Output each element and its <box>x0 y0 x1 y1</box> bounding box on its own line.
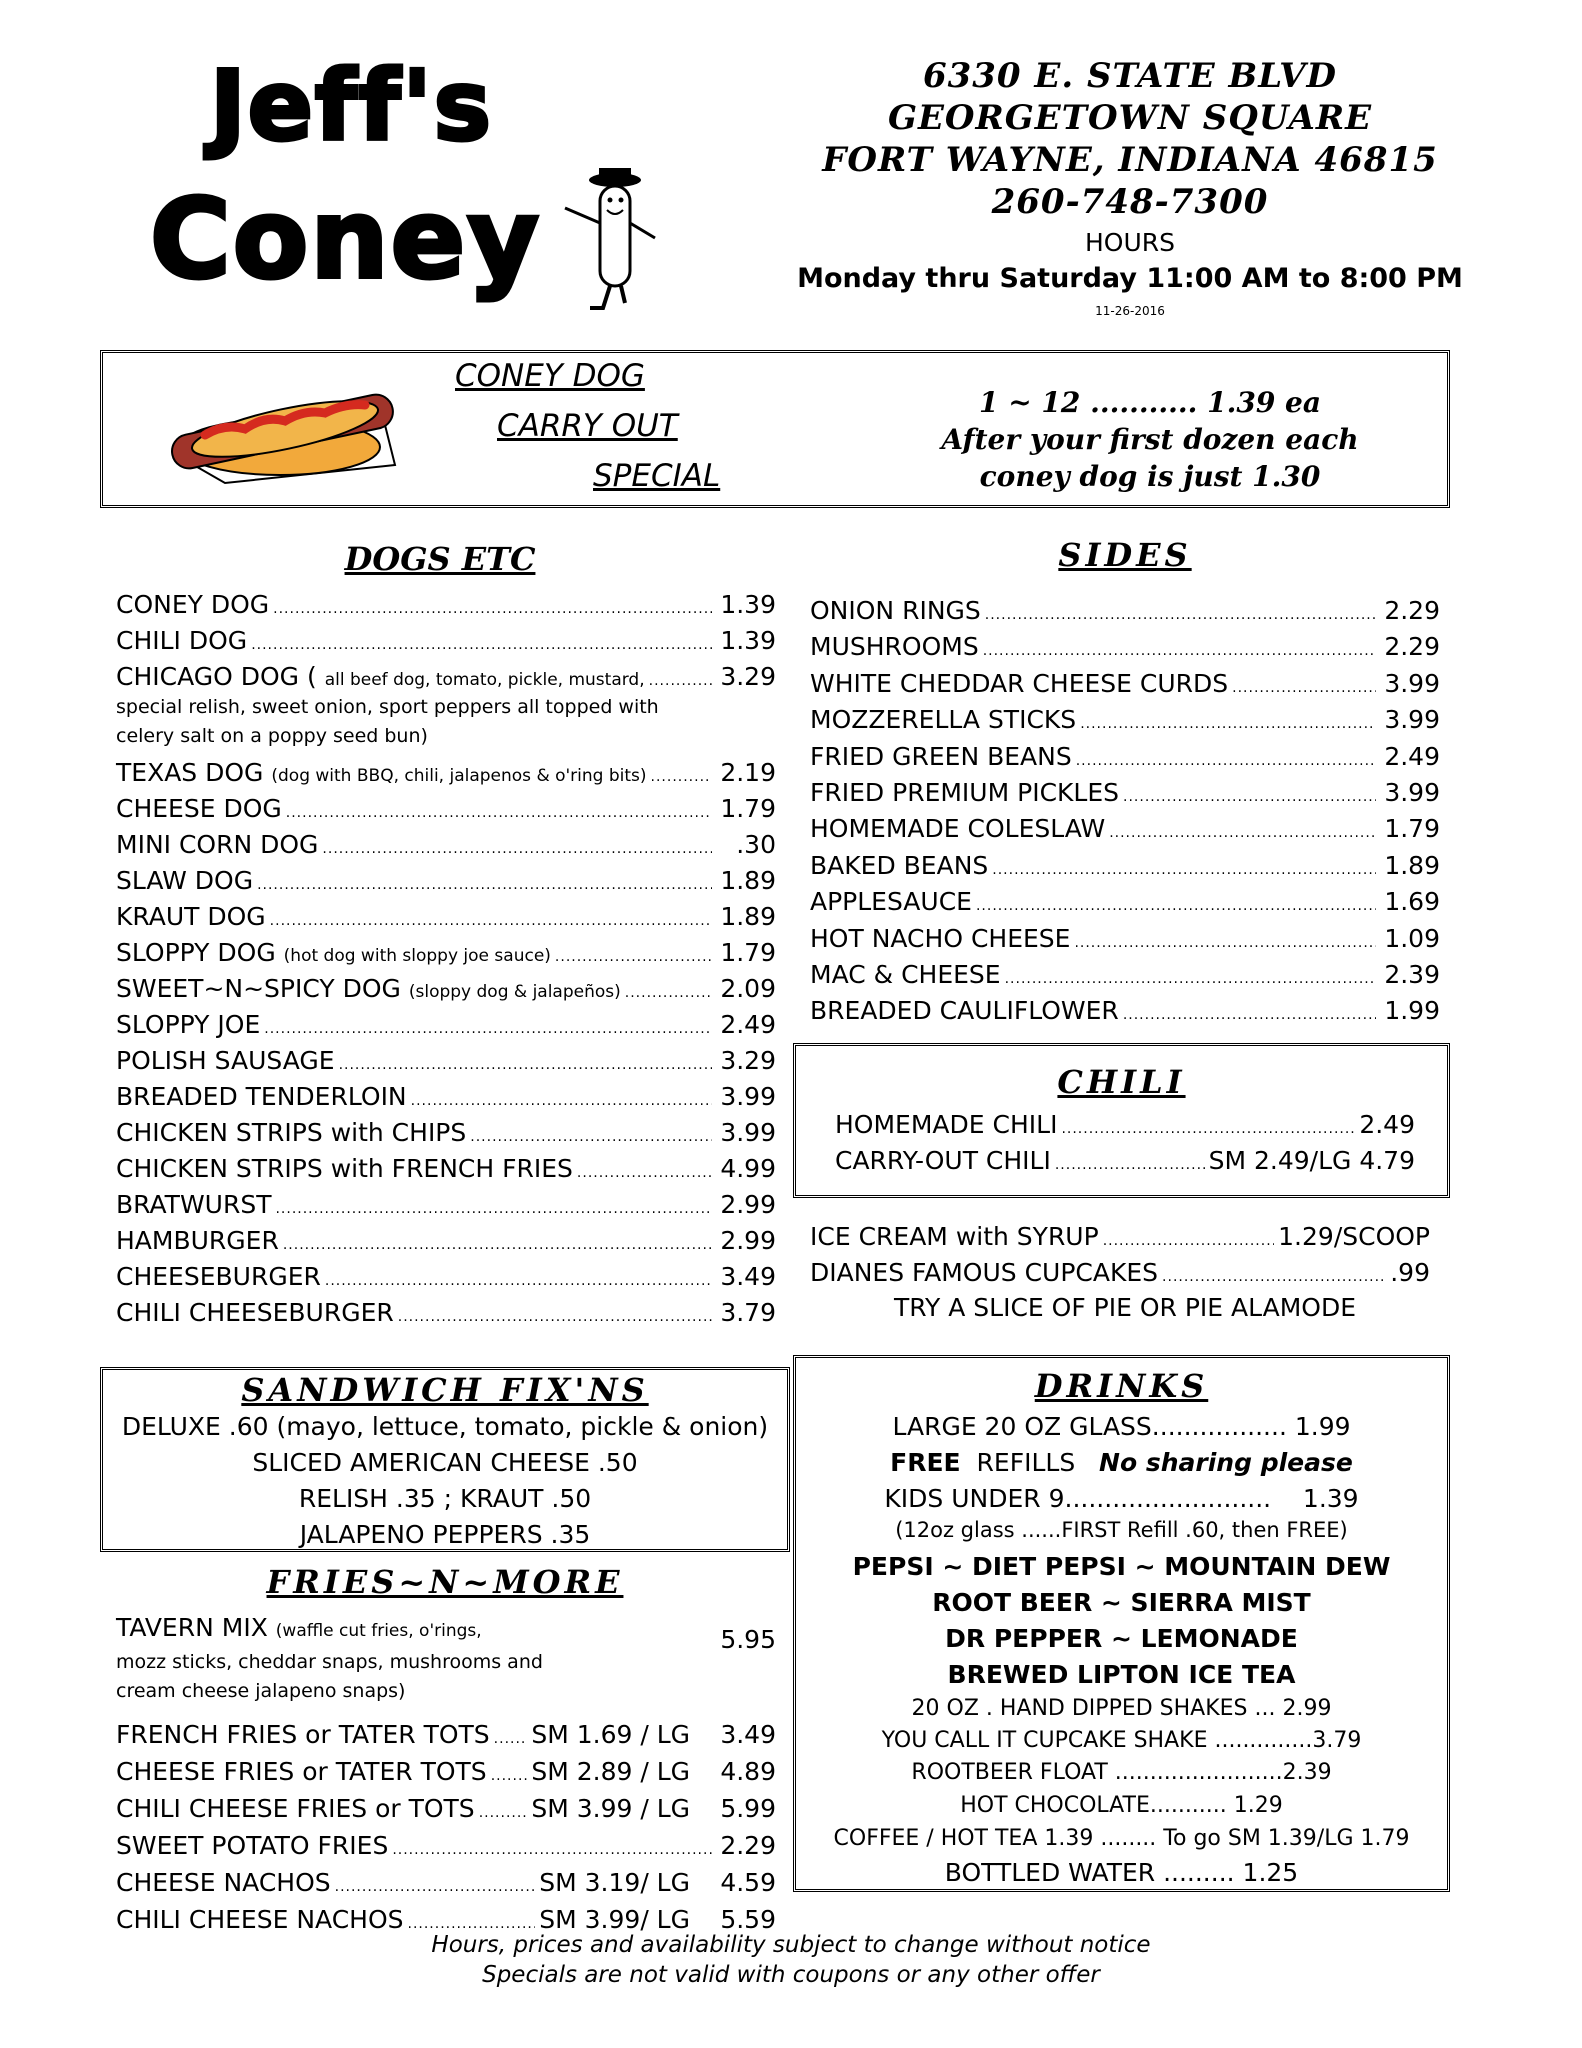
jeffs-coney-logo <box>150 50 690 320</box>
item-price: 1.79 <box>720 794 776 823</box>
menu-item <box>116 1262 776 1291</box>
sandwich-line: RELISH .35 ; KRAUT .50 <box>298 1484 592 1513</box>
leader-dots <box>270 913 712 929</box>
menu-item <box>116 1190 776 1219</box>
item-price: 3.29 <box>720 662 776 691</box>
item-name: FRENCH FRIES or TATER TOTS <box>116 1720 490 1749</box>
item-name: CHICAGO DOG ( all beef dog, tomato, pickle, mustard, <box>116 662 645 691</box>
leader-dots <box>275 1201 712 1217</box>
item-name: HOT NACHO CHEESE <box>810 923 1071 953</box>
leader-dots <box>479 1805 528 1821</box>
item-name: HAMBURGER <box>116 1226 279 1255</box>
leader-dots <box>325 1273 712 1289</box>
item-price: 3.29 <box>720 1046 776 1075</box>
item-price: 5.95 <box>720 1625 776 1654</box>
menu-item <box>116 1082 776 1111</box>
item-price: 1.39 <box>720 626 776 655</box>
soda-line: ROOT BEER ~ SIERRA MIST <box>932 1588 1311 1617</box>
item-size-price: SM 1.69 / LG <box>531 1720 690 1749</box>
menu-item <box>810 887 1440 916</box>
item-price: 2.29 <box>720 1831 776 1860</box>
menu-item <box>810 632 1440 661</box>
menu-item <box>116 1720 776 1749</box>
item-price: 3.49 <box>720 1262 776 1291</box>
leader-dots <box>1162 1269 1386 1285</box>
item-price: 3.49 <box>720 1720 776 1749</box>
menu-item <box>810 669 1440 698</box>
leader-dots <box>983 643 1376 659</box>
item-name: CONEY DOG <box>116 590 270 619</box>
item-name: POLISH SAUSAGE <box>116 1046 335 1075</box>
leader-dots <box>976 898 1376 914</box>
item-name: HOMEMADE CHILI <box>835 1110 1058 1139</box>
item-price: 2.19 <box>720 758 776 787</box>
item-price: 2.09 <box>720 974 776 1003</box>
restaurant-address <box>780 55 1480 223</box>
leader-dots <box>408 1916 536 1932</box>
leader-dots <box>1232 680 1376 696</box>
item-name: CHEESE NACHOS <box>116 1868 331 1897</box>
leader-dots <box>257 877 712 893</box>
leader-dots <box>335 1879 536 1895</box>
menu-item <box>835 1110 1415 1139</box>
leader-dots <box>1076 753 1376 769</box>
fries-heading: FRIES~N~MORE <box>266 1563 624 1601</box>
cocoa-line: HOT CHOCOLATE........... 1.29 <box>960 1793 1283 1818</box>
float-line: ROOTBEER FLOAT ........................2.39 <box>911 1760 1332 1785</box>
item-price: 1.79 <box>1384 814 1440 844</box>
logo-text-jeffs: Jeff's <box>210 50 493 162</box>
item-name: FRIED PREMIUM PICKLES <box>810 778 1120 807</box>
special-title-line-1: CONEY DOG <box>455 358 645 394</box>
phone-number: 260-748-7300 <box>991 182 1269 222</box>
item-name: SWEET~N~SPICY DOG (sloppy dog & jalapeños) <box>116 974 621 1003</box>
leader-dots <box>651 769 712 785</box>
item-price: .30 <box>736 830 776 859</box>
leader-dots <box>1005 971 1376 987</box>
menu-item <box>810 996 1440 1025</box>
address-plaza: GEORGETOWN SQUARE <box>887 98 1373 138</box>
hours-label: HOURS <box>1084 228 1175 257</box>
item-price: 1.89 <box>720 902 776 931</box>
item-name: HOMEMADE COLESLAW <box>810 814 1106 844</box>
kids-note: (12oz glass ......FIRST Refill .60, then FREE) <box>895 1518 1348 1542</box>
sandwich-line: DELUXE .60 (mayo, lettuce, tomato, pickle & onion) <box>121 1412 769 1441</box>
leader-dots <box>411 1093 712 1109</box>
item-name: MOZZERELLA STICKS <box>810 705 1077 735</box>
leader-dots <box>273 601 712 617</box>
item-price: 3.99 <box>1384 668 1440 698</box>
item-name: TAVERN MIX (waffle cut fries, o'rings, <box>116 1613 482 1642</box>
item-price: SM 2.49/LG 4.79 <box>1208 1146 1415 1175</box>
item-name: MUSHROOMS <box>810 632 979 662</box>
footer-line: Hours, prices and availability subject to change without notice <box>431 1932 1151 1958</box>
item-price: 1.39 <box>720 590 776 619</box>
address-city: FORT WAYNE, INDIANA 46815 <box>822 140 1438 180</box>
leader-dots <box>1123 789 1376 805</box>
item-name: CHEESE DOG <box>116 794 282 823</box>
item-name: CHILI DOG <box>116 626 248 655</box>
leader-dots <box>494 1731 528 1747</box>
item-price: 3.99 <box>1384 778 1440 807</box>
menu-item <box>116 590 776 619</box>
item-name: SWEET POTATO FRIES <box>116 1831 389 1860</box>
item-price: 4.59 <box>720 1868 776 1897</box>
item-price: 3.79 <box>720 1298 776 1327</box>
item-price: 2.99 <box>720 1226 776 1255</box>
logo-text-coney: Coney <box>150 175 541 303</box>
item-price: 1.89 <box>1384 850 1440 880</box>
leader-dots <box>1123 1007 1376 1023</box>
item-name: WHITE CHEDDAR CHEESE CURDS <box>810 668 1229 698</box>
drink-large-glass: LARGE 20 OZ GLASS................. 1.99 <box>892 1412 1351 1441</box>
hours-text: Monday thru Saturday 11:00 AM to 8:00 PM <box>797 263 1463 294</box>
menu-date: 11-26-2016 <box>1095 304 1165 318</box>
item-name: CHILI CHEESE FRIES or TOTS <box>116 1794 475 1823</box>
leader-dots <box>985 607 1376 623</box>
leader-dots <box>251 637 712 653</box>
leader-dots <box>339 1057 712 1073</box>
coffee-line: COFFEE / HOT TEA 1.39 ........ To go SM 1.39/LG 1.79 <box>833 1826 1410 1851</box>
item-name: BAKED BEANS <box>810 850 989 880</box>
leader-dots <box>1080 716 1376 732</box>
leader-dots <box>1061 1121 1355 1137</box>
menu-item <box>810 851 1440 880</box>
drinks-heading: DRINKS <box>1034 1367 1209 1405</box>
menu-item <box>810 742 1440 771</box>
item-name: MINI CORN DOG <box>116 830 319 859</box>
menu-item <box>810 705 1440 734</box>
item-name: ONION RINGS <box>810 596 981 625</box>
item-name: MAC & CHEESE <box>810 960 1001 989</box>
item-name: CHICKEN STRIPS with FRENCH FRIES <box>116 1154 573 1183</box>
menu-item <box>116 1010 776 1039</box>
item-price: 3.99 <box>1384 705 1440 735</box>
item-name: CHILI CHEESE NACHOS <box>116 1905 404 1934</box>
item-price: 2.39 <box>1384 960 1440 989</box>
leader-dots <box>470 1129 712 1145</box>
menu-item <box>116 1905 776 1934</box>
leader-dots <box>1109 825 1376 841</box>
hotdog-mascot-icon <box>555 168 675 318</box>
free-refills-line: FREE REFILLS No sharing please <box>890 1448 1353 1477</box>
leader-dots <box>392 1842 712 1858</box>
item-description: mozz sticks, cheddar snaps, mushrooms and <box>116 1651 543 1673</box>
menu-item <box>116 758 776 787</box>
item-name: BRATWURST <box>116 1190 272 1219</box>
item-name: BREADED CAULIFLOWER <box>810 996 1119 1026</box>
menu-item <box>116 1794 776 1823</box>
leader-dots <box>286 805 712 821</box>
item-size-price: SM 3.99 / LG <box>531 1794 690 1823</box>
special-title-line-2: CARRY OUT <box>497 408 678 444</box>
menu-item <box>116 1613 776 1654</box>
item-price: 5.59 <box>720 1905 776 1934</box>
menu-item <box>835 1146 1415 1175</box>
item-price: 3.99 <box>720 1082 776 1111</box>
pie-line: TRY A SLICE OF PIE OR PIE ALAMODE <box>893 1293 1357 1322</box>
leader-dots <box>1103 1233 1274 1249</box>
sandwich-line: SLICED AMERICAN CHEESE .50 <box>252 1448 638 1477</box>
leader-dots <box>992 862 1376 878</box>
menu-item <box>116 662 776 691</box>
menu-item <box>116 794 776 823</box>
item-name: CHILI CHEESEBURGER <box>116 1298 394 1327</box>
menu-item <box>810 1258 1430 1287</box>
menu-item <box>116 1226 776 1255</box>
shakes-line: 20 OZ . HAND DIPPED SHAKES ... 2.99 <box>911 1696 1332 1721</box>
item-name: SLAW DOG <box>116 866 254 895</box>
special-price-line: 1 ~ 12 ........... 1.39 ea <box>978 386 1322 419</box>
special-details <box>880 384 1420 495</box>
menu-item <box>116 1831 776 1860</box>
item-price: 4.99 <box>720 1154 776 1183</box>
item-name: FRIED GREEN BEANS <box>810 741 1072 771</box>
item-description: celery salt on a poppy seed bun) <box>116 725 428 747</box>
leader-dots <box>625 985 712 1001</box>
item-price: 1.79 <box>720 938 776 967</box>
dogs-heading: DOGS ETC <box>344 540 536 578</box>
item-price: 1.99 <box>1384 996 1440 1026</box>
leader-dots <box>1074 935 1376 951</box>
item-name: APPLESAUCE <box>810 887 972 917</box>
item-name: KRAUT DOG <box>116 902 266 931</box>
menu-item <box>810 924 1440 953</box>
menu-item <box>116 1118 776 1147</box>
leader-dots <box>1055 1157 1205 1173</box>
item-price: 2.49 <box>1384 741 1440 771</box>
menu-item <box>116 866 776 895</box>
special-detail-line: coney dog is just 1.30 <box>979 460 1321 493</box>
leader-dots <box>264 1021 712 1037</box>
item-name: SLOPPY JOE <box>116 1010 261 1039</box>
soda-line: PEPSI ~ DIET PEPSI ~ MOUNTAIN DEW <box>852 1552 1391 1581</box>
leader-dots <box>491 1768 528 1784</box>
item-size-price: SM 3.99/ LG <box>539 1905 690 1934</box>
special-detail-line: After your first dozen each <box>941 423 1359 456</box>
menu-item <box>810 814 1440 843</box>
item-price: 2.99 <box>720 1190 776 1219</box>
item-name: DIANES FAMOUS CUPCAKES <box>810 1258 1159 1287</box>
soda-line: DR PEPPER ~ LEMONADE <box>945 1624 1298 1653</box>
item-name: ICE CREAM with SYRUP <box>810 1222 1099 1251</box>
item-name: CHEESE FRIES or TATER TOTS <box>116 1757 487 1786</box>
menu-item <box>810 596 1440 625</box>
cupcake-shake-line: YOU CALL IT CUPCAKE SHAKE ..............3.79 <box>881 1728 1362 1753</box>
item-price: 1.29/SCOOP <box>1278 1222 1430 1251</box>
leader-dots <box>283 1237 712 1253</box>
drink-kids: KIDS UNDER 9.......................... 1.39 <box>884 1484 1359 1513</box>
menu-item <box>116 902 776 931</box>
item-price: 5.99 <box>720 1794 776 1823</box>
item-name: SLOPPY DOG (hot dog with sloppy joe sauce) <box>116 938 551 967</box>
special-title-line-3: SPECIAL <box>593 458 721 494</box>
item-price: 4.89 <box>720 1757 776 1786</box>
menu-item <box>116 830 776 859</box>
footer-line: Specials are not valid with coupons or any other offer <box>482 1962 1100 1988</box>
item-price: .99 <box>1390 1258 1430 1287</box>
item-size-price: SM 3.19/ LG <box>539 1868 690 1897</box>
menu-item <box>116 938 776 967</box>
menu-item <box>116 1046 776 1075</box>
sandwich-line: JALAPENO PEPPERS .35 <box>299 1520 591 1549</box>
sides-heading: SIDES <box>1058 536 1192 574</box>
leader-dots <box>398 1309 712 1325</box>
item-size-price: SM 2.89 / LG <box>531 1757 690 1786</box>
menu-item <box>116 1868 776 1897</box>
menu-item <box>116 1154 776 1183</box>
hotdog-icon <box>165 365 405 490</box>
sandwich-heading: SANDWICH FIX'NS <box>241 1371 649 1409</box>
menu-item <box>810 778 1440 807</box>
soda-line: BREWED LIPTON ICE TEA <box>947 1660 1296 1689</box>
leader-dots <box>649 673 712 689</box>
item-name: BREADED TENDERLOIN <box>116 1082 407 1111</box>
chili-heading: CHILI <box>1057 1063 1186 1101</box>
menu-item <box>116 1757 776 1786</box>
leader-dots <box>555 949 712 965</box>
item-price: 1.89 <box>720 866 776 895</box>
item-price: 2.29 <box>1384 596 1440 625</box>
water-line: BOTTLED WATER ......... 1.25 <box>944 1858 1299 1887</box>
menu-item <box>116 1298 776 1327</box>
item-price: 2.29 <box>1384 632 1440 662</box>
item-price: 3.99 <box>720 1118 776 1147</box>
leader-dots <box>577 1165 712 1181</box>
menu-item <box>116 626 776 655</box>
item-description: special relish, sweet onion, sport peppers all topped with <box>116 696 659 718</box>
item-description: cream cheese jalapeno snaps) <box>116 1680 406 1702</box>
item-name: CHICKEN STRIPS with CHIPS <box>116 1118 467 1147</box>
menu-item <box>810 1222 1430 1251</box>
item-name: CARRY-OUT CHILI <box>835 1146 1051 1175</box>
item-name: CHEESEBURGER <box>116 1262 321 1291</box>
item-price: 1.69 <box>1384 887 1440 917</box>
menu-item <box>116 974 776 1003</box>
item-price: 1.09 <box>1384 923 1440 953</box>
leader-dots <box>322 841 712 857</box>
menu-item <box>810 960 1440 989</box>
item-price: 2.49 <box>720 1010 776 1039</box>
item-name: TEXAS DOG (dog with BBQ, chili, jalapenos & o'ring bits) <box>116 758 647 787</box>
address-street: 6330 E. STATE BLVD <box>922 56 1338 96</box>
item-price: 2.49 <box>1359 1110 1415 1139</box>
